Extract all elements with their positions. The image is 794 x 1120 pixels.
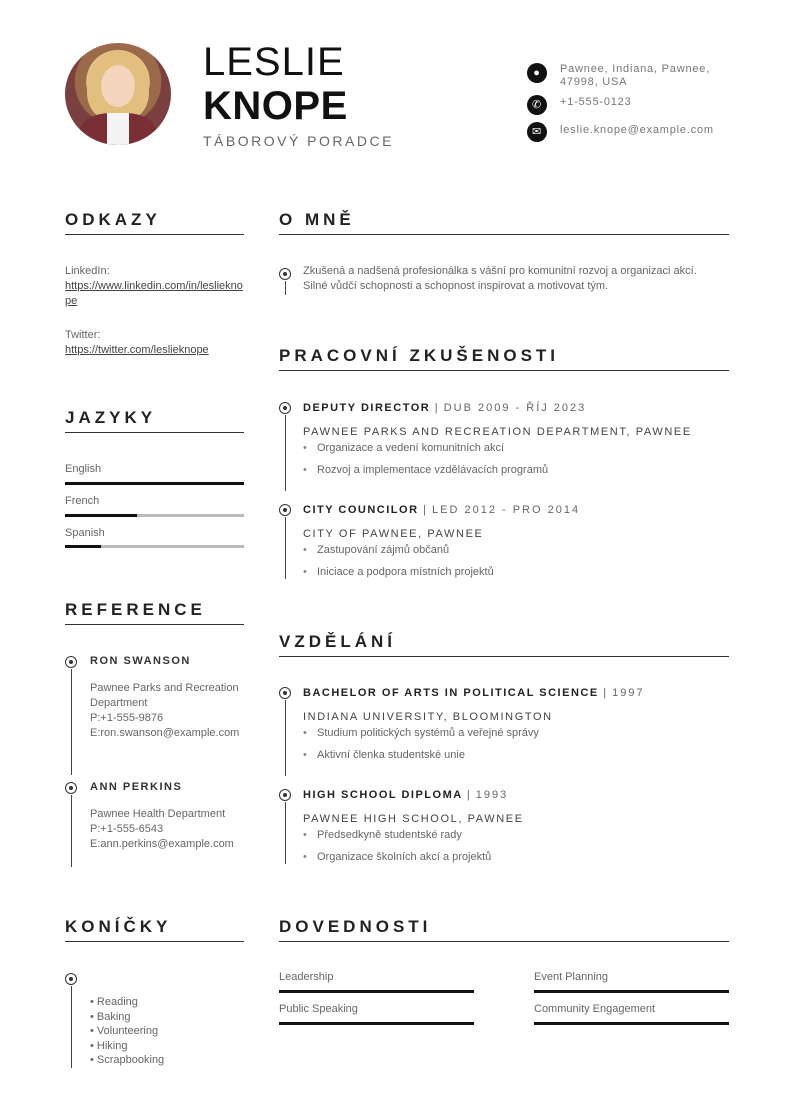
reference-details xyxy=(90,681,242,741)
education-heading: BACHELOR OF ARTS IN POLITICAL SCIENCE | 1997 xyxy=(303,687,645,699)
education-title: VZDĚLÁNÍ xyxy=(279,632,396,651)
job-bullet: • Rozvoj a implementace vzdělávacích programů xyxy=(303,464,548,476)
timeline-line xyxy=(285,281,286,295)
hobby-item: • Baking xyxy=(90,1010,131,1023)
job-organization: PAWNEE PARKS AND RECREATION DEPARTMENT, PAWNEE xyxy=(303,426,692,438)
reference-phone: P:+1-555-6543 xyxy=(90,823,164,835)
last-name: KNOPE xyxy=(203,84,348,128)
job-organization: CITY OF PAWNEE, PAWNEE xyxy=(303,528,484,540)
reference-org: Pawnee Parks and Recreation Department xyxy=(90,682,239,709)
language-bar-fill xyxy=(65,545,101,548)
experience-rule xyxy=(279,370,729,371)
skill-name: Community Engagement xyxy=(534,1003,656,1015)
timeline-line xyxy=(285,802,286,864)
links-rule xyxy=(65,234,244,235)
references-rule xyxy=(65,624,244,625)
reference-details xyxy=(90,807,242,852)
experience-title: PRACOVNÍ ZKUŠENOSTI xyxy=(279,346,560,365)
language-bar xyxy=(65,545,244,548)
about-rule xyxy=(279,234,729,235)
languages-rule xyxy=(65,432,244,433)
skill-name: Leadership xyxy=(279,971,334,983)
job-position: CITY COUNCILOR xyxy=(303,504,419,516)
link-twitter-url[interactable]: https://twitter.com/leslieknope xyxy=(65,344,209,356)
timeline-dot-icon xyxy=(279,268,291,280)
reference-name: RON SWANSON xyxy=(90,655,191,667)
timeline-dot-icon xyxy=(65,782,77,794)
education-bullet: • Organizace školních akcí a projektů xyxy=(303,851,491,863)
timeline-dot-icon xyxy=(279,504,291,516)
job-date: LED 2012 - PRO 2014 xyxy=(432,504,581,516)
profile-photo xyxy=(65,43,171,145)
timeline-line xyxy=(71,986,72,1068)
skill-bar xyxy=(534,1022,729,1025)
education-degree: HIGH SCHOOL DIPLOMA xyxy=(303,789,463,801)
job-date: DUB 2009 - ŘÍJ 2023 xyxy=(443,402,587,414)
hobby-list xyxy=(90,995,164,1068)
skill-name: Public Speaking xyxy=(279,1003,358,1015)
job-heading: CITY COUNCILOR | LED 2012 - PRO 2014 xyxy=(303,504,581,516)
education-school: INDIANA UNIVERSITY, BLOOMINGTON xyxy=(303,711,553,723)
about-title: O MNĚ xyxy=(279,210,355,229)
timeline-dot-icon xyxy=(65,973,77,985)
job-position: DEPUTY DIRECTOR xyxy=(303,402,431,414)
hobby-item: • Scrapbooking xyxy=(90,1054,165,1066)
hobby-item: • Hiking xyxy=(90,1039,128,1052)
language-name: English xyxy=(65,463,102,475)
job-bullet: • Zastupování zájmů občanů xyxy=(303,544,449,556)
link-twitter xyxy=(65,328,245,358)
job-bullet: • Organizace a vedení komunitních akcí xyxy=(303,442,504,454)
links-title: ODKAZY xyxy=(65,210,161,229)
references-title: REFERENCE xyxy=(65,600,206,619)
reference-org: Pawnee Health Department xyxy=(90,808,226,820)
education-school: PAWNEE HIGH SCHOOL, PAWNEE xyxy=(303,813,524,825)
skill-bar xyxy=(534,990,729,993)
languages-title: JAZYKY xyxy=(65,408,157,427)
skill-bar xyxy=(279,990,474,993)
education-bullet: • Aktivní členka studentské unie xyxy=(303,749,465,761)
education-rule xyxy=(279,656,729,657)
skill-bar xyxy=(279,1022,474,1025)
contact-email-text: leslie.knope@example.com xyxy=(560,124,714,136)
timeline-line xyxy=(71,669,72,775)
contact-phone-text: +1-555-0123 xyxy=(560,96,632,108)
link-twitter-label: Twitter: xyxy=(65,329,101,341)
timeline-dot-icon xyxy=(279,789,291,801)
education-degree: BACHELOR OF ARTS IN POLITICAL SCIENCE xyxy=(303,687,599,699)
timeline-line xyxy=(71,795,72,867)
hobby-item: • Reading xyxy=(90,996,138,1008)
language-bar xyxy=(65,514,244,517)
reference-name: ANN PERKINS xyxy=(90,781,183,793)
timeline-line xyxy=(285,700,286,776)
first-name: LESLIE xyxy=(203,40,345,84)
language-name: Spanish xyxy=(65,527,105,539)
skills-title: DOVEDNOSTI xyxy=(279,917,432,936)
language-bar-fill xyxy=(65,482,244,485)
email-icon: ✉ xyxy=(527,122,547,142)
education-year: 1993 xyxy=(475,789,509,801)
education-year: 1997 xyxy=(612,687,645,699)
education-bullet: • Předsedkyně studentské rady xyxy=(303,829,462,841)
reference-email: E:ron.swanson@example.com xyxy=(90,727,240,739)
skills-rule xyxy=(279,941,729,942)
language-bar xyxy=(65,482,244,485)
timeline-dot-icon xyxy=(65,656,77,668)
skill-name: Event Planning xyxy=(534,971,608,983)
phone-icon: ✆ xyxy=(527,95,547,115)
timeline-line xyxy=(285,415,286,491)
timeline-line xyxy=(285,517,286,579)
education-bullet: • Studium politických systémů a veřejné správy xyxy=(303,727,539,739)
reference-email: E:ann.perkins@example.com xyxy=(90,838,234,850)
link-linkedin-url[interactable]: https://www.linkedin.com/in/leslieknope xyxy=(65,280,243,307)
job-role: TÁBOROVÝ PORADCE xyxy=(203,133,394,149)
education-heading: HIGH SCHOOL DIPLOMA | 1993 xyxy=(303,789,509,801)
language-bar-fill xyxy=(65,514,137,517)
hobbies-title: KONÍČKY xyxy=(65,917,172,936)
timeline-dot-icon xyxy=(279,687,291,699)
timeline-dot-icon xyxy=(279,402,291,414)
contact-address-text: Pawnee, Indiana, Pawnee, 47998, USA xyxy=(560,63,711,88)
reference-phone: P:+1-555-9876 xyxy=(90,712,164,724)
link-linkedin xyxy=(65,264,245,309)
link-linkedin-label: LinkedIn: xyxy=(65,265,110,277)
language-name: French xyxy=(65,495,100,507)
hobbies-rule xyxy=(65,941,244,942)
job-heading: DEPUTY DIRECTOR | DUB 2009 - ŘÍJ 2023 xyxy=(303,402,587,414)
location-icon: ● xyxy=(527,63,547,83)
hobby-item: • Volunteering xyxy=(90,1025,159,1037)
job-bullet: • Iniciace a podpora místních projektů xyxy=(303,566,494,578)
about-text: Zkušená a nadšená profesionálka s vášní pro komunitní rozvoj a organizaci akcí. Silné vůdčí schopnosti a schopnost inspirovat a motivovat tým. xyxy=(303,265,697,292)
